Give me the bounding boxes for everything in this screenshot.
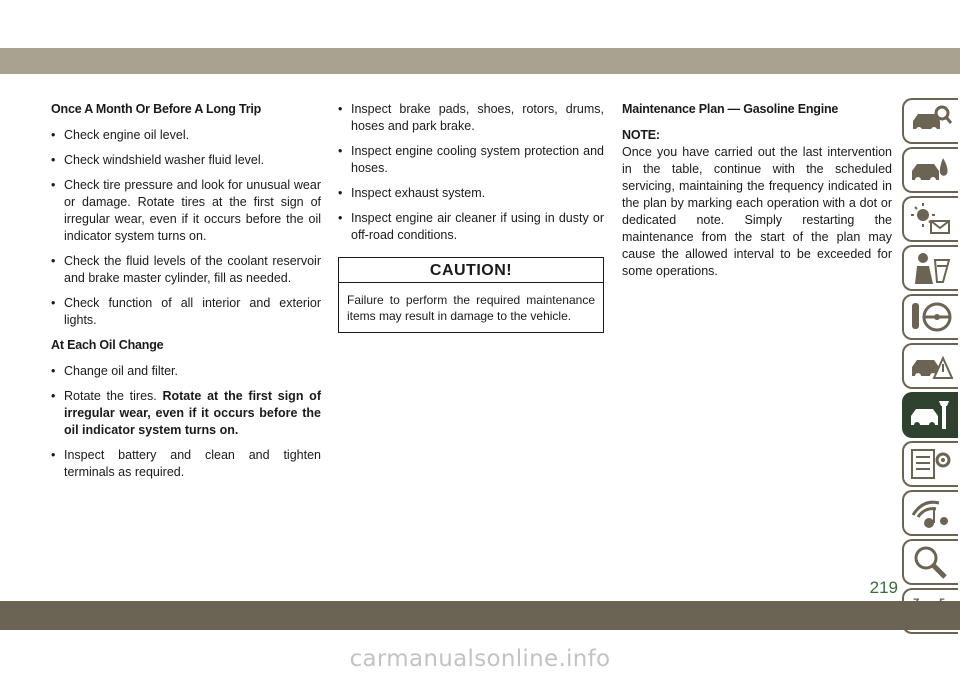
tab-multimedia[interactable] <box>902 490 958 536</box>
list-item: • Check function of all interior and exterior lights. <box>51 296 321 327</box>
note-label: NOTE: <box>622 128 660 142</box>
list-item: • Inspect battery and clean and tighten terminals as required. <box>51 448 321 479</box>
safety-icon <box>909 250 953 286</box>
list-item: • Inspect exhaust system. <box>338 186 486 200</box>
tab-emergency[interactable] <box>902 343 958 389</box>
car-fuel-icon <box>909 152 953 188</box>
page-number: 219 <box>869 578 898 597</box>
list-item: • Check windshield washer fluid level. <box>51 153 265 167</box>
column-right <box>622 101 892 280</box>
technical-specs-icon <box>909 446 953 482</box>
footer-band <box>0 601 960 630</box>
warning-lights-icon <box>909 201 953 237</box>
section-heading-monthly: Once A Month Or Before A Long Trip <box>51 102 262 116</box>
section-heading-oil-change: At Each Oil Change <box>51 338 164 352</box>
list-item: • Change oil and filter. <box>51 364 178 378</box>
tab-car-fuel[interactable] <box>902 147 958 193</box>
tab-starting-driving[interactable] <box>902 294 958 340</box>
column-left <box>51 101 321 489</box>
column-middle <box>338 101 604 333</box>
tab-index-search[interactable] <box>902 539 958 585</box>
watermark-text: carmanualsonline.info <box>349 646 611 672</box>
car-info-icon <box>909 103 953 139</box>
caution-text: Failure to perform the required maintenance items may result in damage to the vehicle. <box>347 293 595 323</box>
list-item: • Check the fluid levels of the coolant reservoir and brake master cylinder, fill as needed. <box>51 254 321 285</box>
multimedia-icon <box>909 495 953 531</box>
tab-car-info[interactable] <box>902 98 958 144</box>
tab-servicing-maintenance[interactable] <box>902 392 958 438</box>
tab-technical-specs[interactable] <box>902 441 958 487</box>
list-item: • Inspect brake pads, shoes, rotors, drums, hoses and park brake. <box>338 102 604 133</box>
caution-title: CAUTION! <box>339 258 603 283</box>
list-item: • Inspect engine cooling system protection and hoses. <box>338 144 604 175</box>
starting-driving-icon <box>909 299 953 335</box>
list-item: • Rotate the tires. Rotate at the first sign of irregular wear, even if it occurs before the oil indicator system turns on. <box>51 389 321 437</box>
list-item: • Check tire pressure and look for unusual wear or damage. Rotate tires at the first sign of irregular wear, even if it occurs before the oil indicator system turns on. <box>51 178 321 243</box>
servicing-maintenance-icon <box>909 397 953 433</box>
caution-box <box>338 257 604 333</box>
emergency-icon <box>909 348 953 384</box>
list-item: • Check engine oil level. <box>51 128 190 142</box>
rotate-warning-text: Rotate at the first sign of irregular wear, even if it occurs before the oil indicator system turns on. <box>64 389 321 437</box>
tab-safety[interactable] <box>902 245 958 291</box>
list-item: • Inspect engine air cleaner if using in dusty or off-road conditions. <box>338 211 604 242</box>
note-text: Once you have carried out the last intervention in the table, continue with the scheduled servicing, maintaining the frequency indicated in the plan by marking each operation with a dot or dedicated note. Simply restarting the maintenance from the start of the plan may cause the allowed interval to be exceeded for some operations. <box>622 145 892 278</box>
chapter-tabs <box>898 98 960 637</box>
section-heading-maintenance-plan: Maintenance Plan — Gasoline Engine <box>622 102 839 116</box>
header-band <box>0 48 960 74</box>
index-search-icon <box>909 544 953 580</box>
tab-warning-lights[interactable] <box>902 196 958 242</box>
